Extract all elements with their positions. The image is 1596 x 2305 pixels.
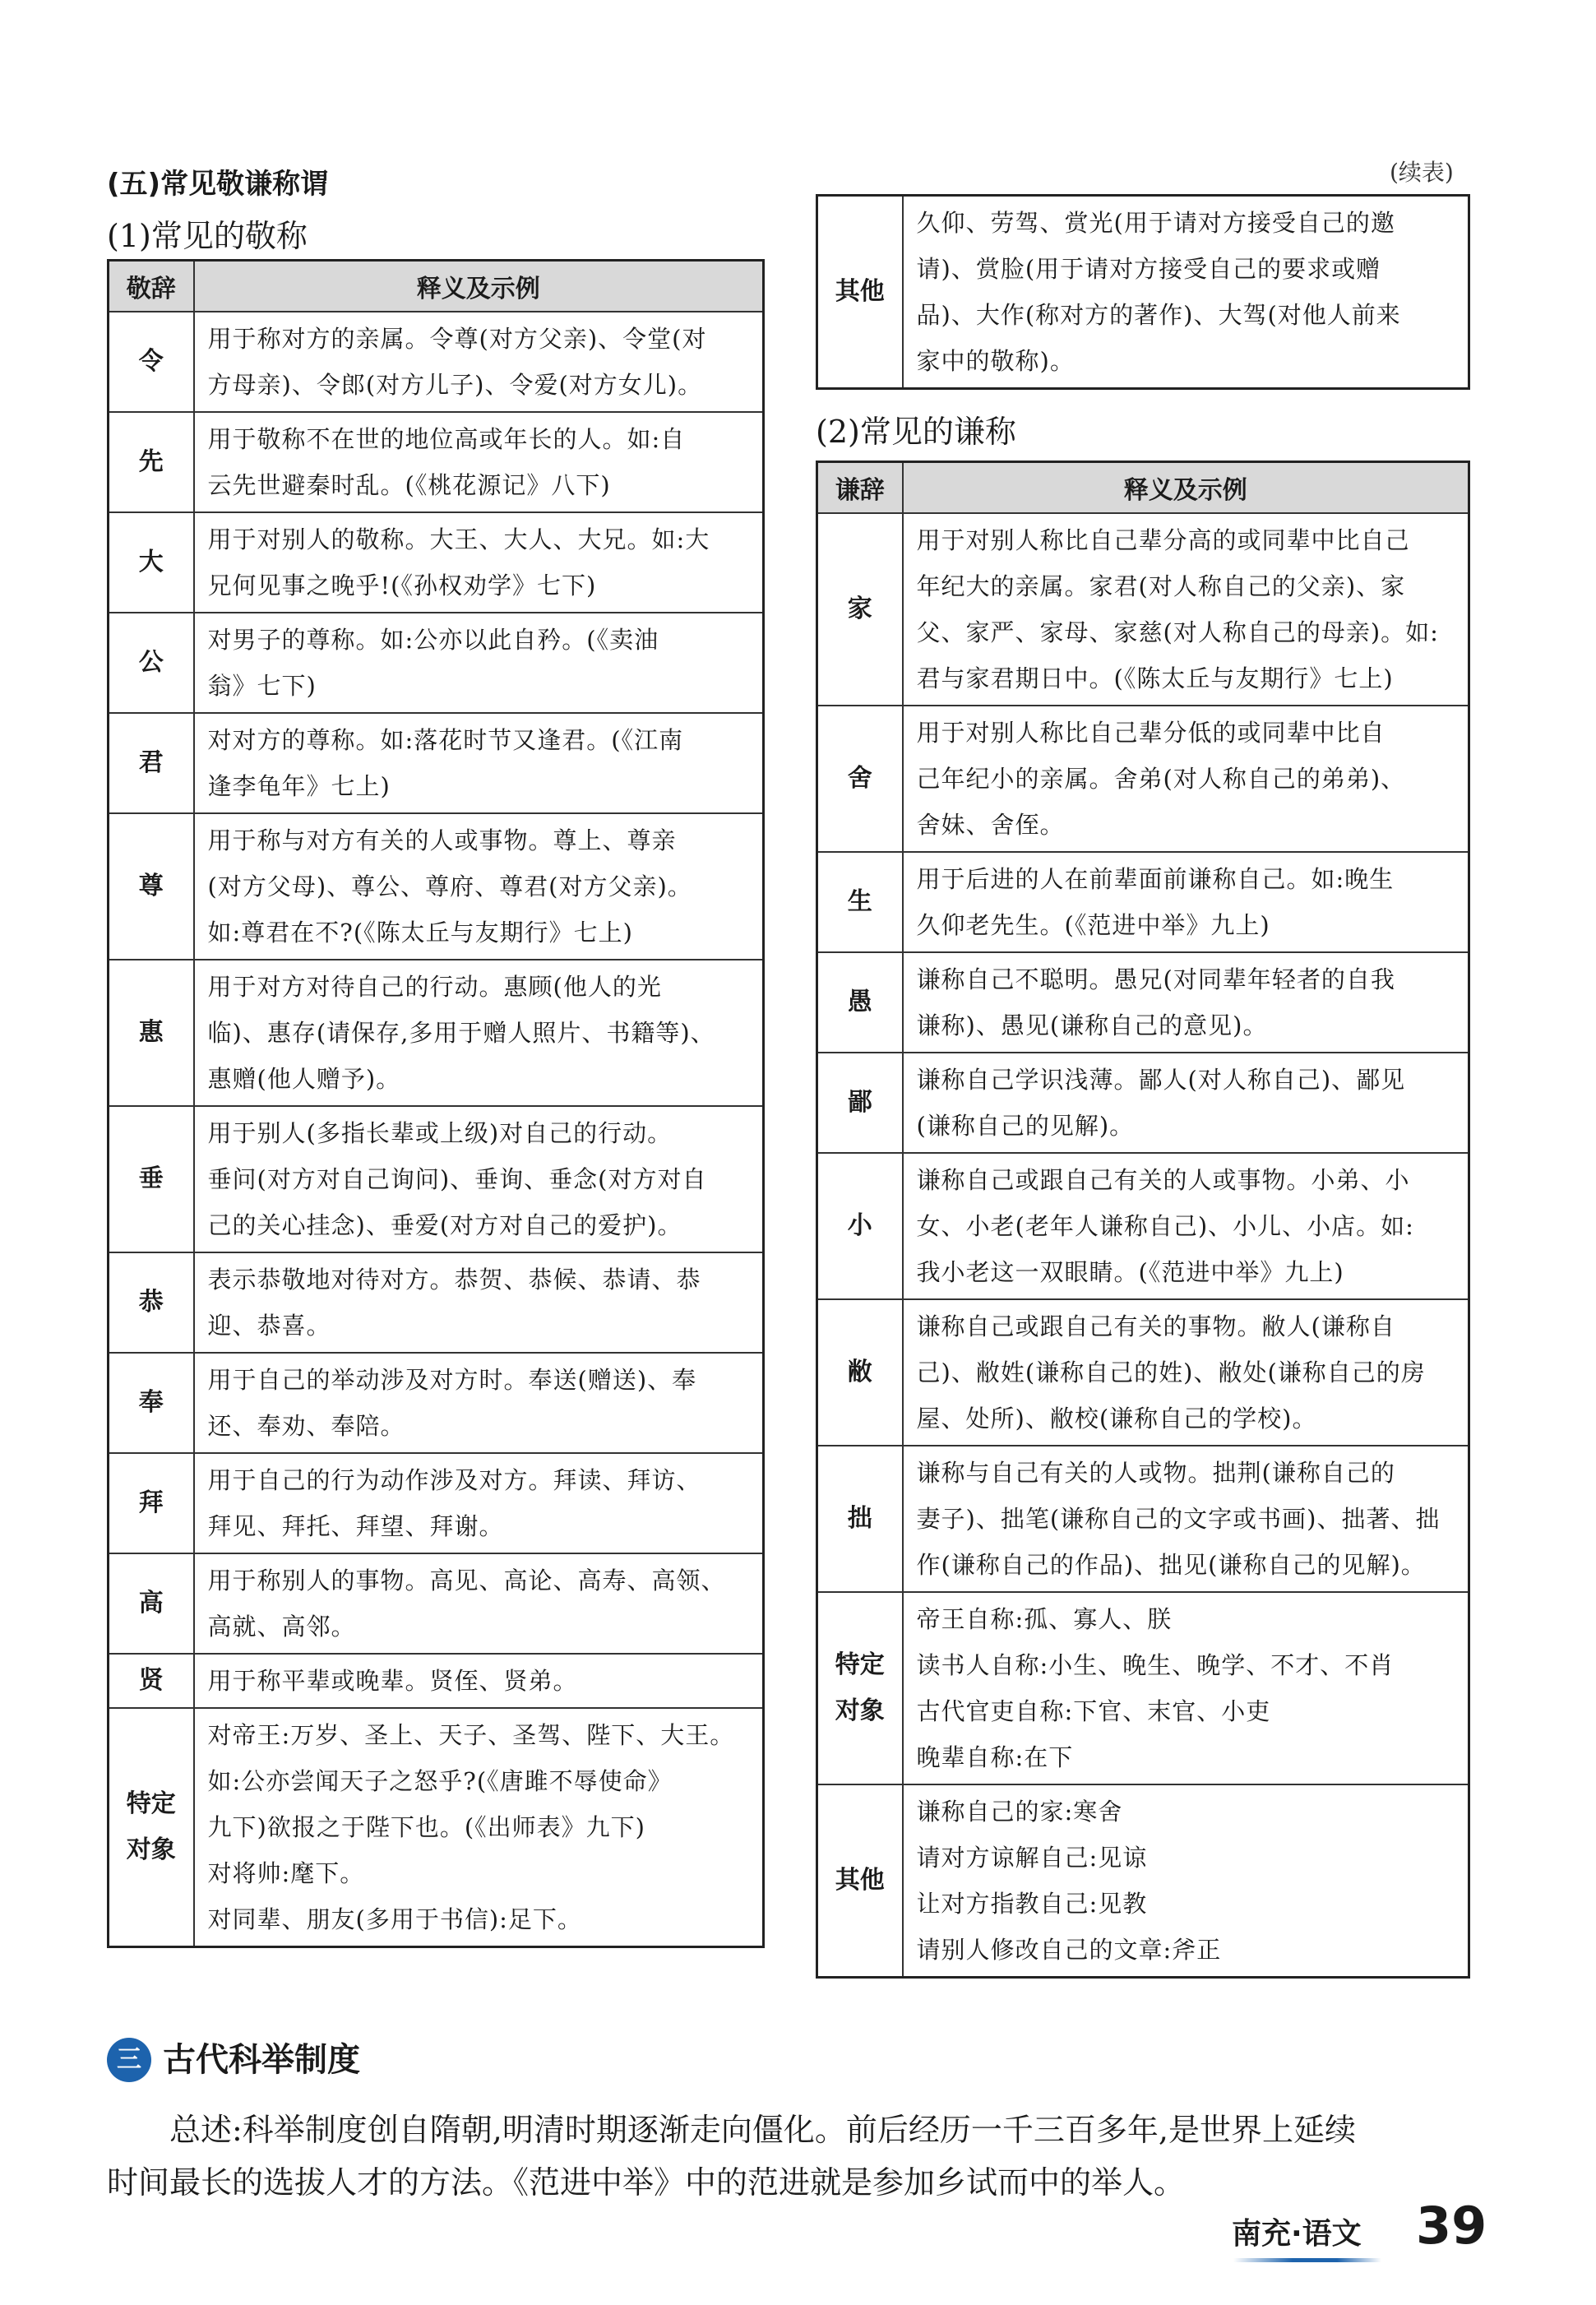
explanation-line: 迎、恭喜。: [207, 1312, 331, 1340]
explanation-line: 对帝王:万岁、圣上、天子、圣驾、陛下、大王。: [207, 1721, 735, 1749]
column-header-term: 敬辞: [109, 261, 194, 312]
explanation-line: 对将帅:麾下。: [207, 1859, 365, 1887]
table-row: [109, 1252, 764, 1353]
table-row: [817, 1446, 1469, 1592]
column-header-term: 谦辞: [817, 462, 903, 514]
explanation-cell: [903, 706, 1469, 852]
explanation-cell: [194, 312, 764, 412]
explanation-line: 晚辈自称:在下: [916, 1743, 1074, 1771]
explanation-line: 读书人自称:小生、晚生、晚学、不才、不肖: [916, 1651, 1395, 1679]
paragraph-line: 总述:科举制度创自隋朝,明清时期逐渐走向僵化。前后经历一千三百多年,是世界上延续: [169, 2112, 1356, 2148]
explanation-line: 如:公亦尝闻天子之怒乎?(《唐雎不辱使命》: [207, 1767, 673, 1795]
page-number: 39: [1416, 2196, 1487, 2256]
explanation-line: 请对方谅解自己:见谅: [916, 1844, 1148, 1872]
explanation-cell: [903, 1053, 1469, 1153]
explanation-line: 久仰老先生。(《范进中举》九上): [916, 911, 1270, 939]
explanation-line: 用于自己的举动涉及对方时。奉送(赠送)、奉: [207, 1366, 697, 1394]
term-cell: 其他: [817, 1784, 903, 1978]
explanation-cell: [194, 1453, 764, 1553]
term-cell: 舍: [817, 706, 903, 852]
explanation-line: 用于对方对待自己的行动。惠顾(他人的光: [207, 973, 662, 1001]
explanation-line: 如:尊君在不?(《陈太丘与友期行》七上): [207, 919, 633, 947]
table-row: [817, 1153, 1469, 1299]
explanation-line: 云先世避秦时乱。(《桃花源记》八下): [207, 471, 611, 499]
table-row: [109, 412, 764, 512]
table-row: [817, 952, 1469, 1053]
table-row: [109, 512, 764, 613]
term-line: 对象: [835, 1696, 885, 1725]
explanation-line: 己)、敝姓(谦称自己的姓)、敝处(谦称自己的房: [916, 1358, 1426, 1386]
explanation-cell: [903, 513, 1469, 706]
explanation-line: 作(谦称自己的作品)、拙见(谦称自己的见解)。: [916, 1551, 1426, 1579]
explanation-cell: [903, 1592, 1469, 1784]
explanation-line: 九下)欲报之于陛下也。(《出师表》九下): [207, 1813, 645, 1841]
explanation-line: 高就、高邻。: [207, 1613, 356, 1641]
table-row: [109, 1708, 764, 1947]
section-title: (五)常见敬谦称谓: [107, 168, 329, 201]
term-cell: 恭: [109, 1252, 194, 1353]
table-row: [109, 813, 764, 960]
term-cell: 愚: [817, 952, 903, 1053]
explanation-line: 用于后进的人在前辈面前谦称自己。如:晚生: [916, 865, 1395, 893]
explanation-line: 谦称)、愚见(谦称自己的意见)。: [916, 1011, 1268, 1039]
explanation-line: 父、家严、家母、家慈(对人称自己的母亲)。如:: [916, 618, 1439, 646]
column-header-explanation: 释义及示例: [194, 261, 764, 312]
term-cell: 垂: [109, 1106, 194, 1252]
explanation-line: 屋、处所)、敝校(谦称自己的学校)。: [916, 1405, 1317, 1433]
term-cell: 公: [109, 613, 194, 713]
term-cell: 敝: [817, 1299, 903, 1446]
table-row: [109, 1453, 764, 1553]
section-heading: 古代科举制度: [163, 2041, 360, 2079]
term-cell: 小: [817, 1153, 903, 1299]
explanation-line: 临)、惠存(请保存,多用于赠人照片、书籍等)、: [207, 1019, 715, 1047]
term-cell: 惠: [109, 960, 194, 1106]
explanation-line: 用于敬称不在世的地位高或年长的人。如:自: [207, 425, 686, 453]
explanation-line: 用于对别人称比自己辈分高的或同辈中比自己: [916, 526, 1410, 554]
explanation-line: 帝王自称:孤、寡人、朕: [916, 1605, 1173, 1633]
explanation-line: (谦称自己的见解)。: [916, 1112, 1135, 1140]
term-cell: 先: [109, 412, 194, 512]
humble-subtitle: (2)常见的谦称: [816, 414, 1016, 450]
explanation-line: 让对方指教自己:见教: [916, 1890, 1148, 1918]
term-cell: [817, 1592, 903, 1784]
term-cell: 大: [109, 512, 194, 613]
explanation-line: 我小老这一双眼睛。(《范进中举》九上): [916, 1258, 1344, 1286]
table-row: [109, 613, 764, 713]
explanation-cell: [903, 196, 1469, 389]
explanation-cell: [194, 512, 764, 613]
humble-table: [816, 461, 1470, 1979]
explanation-line: 表示恭敬地对待对方。恭贺、恭候、恭请、恭: [207, 1266, 701, 1294]
explanation-cell: [903, 1446, 1469, 1592]
explanation-cell: [194, 1353, 764, 1453]
explanation-line: 君与家君期日中。(《陈太丘与友期行》七上): [916, 664, 1394, 692]
explanation-line: 己的关心挂念)、垂爱(对方对自己的爱护)。: [207, 1211, 682, 1239]
explanation-line: 家中的敬称)。: [916, 347, 1075, 375]
explanation-cell: [194, 960, 764, 1106]
explanation-line: 谦称自己学识浅薄。鄙人(对人称自己)、鄙见: [916, 1066, 1406, 1094]
explanation-line: 惠赠(他人赠予)。: [207, 1065, 401, 1093]
explanation-line: 对对方的尊称。如:落花时节又逢君。(《江南: [207, 726, 684, 754]
explanation-line: 请别人修改自己的文章:斧正: [916, 1936, 1222, 1964]
explanation-line: 用于对别人的敬称。大王、大人、大兄。如:大: [207, 525, 710, 553]
explanation-line: 用于别人(多指长辈或上级)对自己的行动。: [207, 1119, 673, 1147]
honorific-table: [107, 259, 765, 1948]
explanation-line: 兄何见事之晚乎!(《孙权劝学》七下): [207, 572, 597, 599]
explanation-line: 用于称别人的事物。高见、高论、高寿、高领、: [207, 1567, 726, 1595]
explanation-cell: [903, 952, 1469, 1053]
table-row: [817, 1299, 1469, 1446]
explanation-line: 翁》七下): [207, 672, 317, 700]
explanation-cell: [903, 852, 1469, 952]
honorific-table-continued: [816, 194, 1470, 390]
explanation-cell: [194, 1654, 764, 1708]
explanation-cell: [194, 1553, 764, 1654]
explanation-line: 年纪大的亲属。家君(对人称自己的父亲)、家: [916, 572, 1406, 600]
explanation-cell: [194, 1708, 764, 1947]
term-cell: 高: [109, 1553, 194, 1654]
explanation-line: 方母亲)、令郎(对方儿子)、令爱(对方女儿)。: [207, 371, 703, 399]
explanation-line: 谦称自己的家:寒舍: [916, 1798, 1123, 1826]
term-cell: 其他: [817, 196, 903, 389]
table-row: [109, 1553, 764, 1654]
table-row: [109, 312, 764, 412]
table-row: [817, 852, 1469, 952]
explanation-line: 对同辈、朋友(多用于书信):足下。: [207, 1905, 582, 1933]
term-cell: 生: [817, 852, 903, 952]
term-cell: 尊: [109, 813, 194, 960]
explanation-line: 谦称自己不聪明。愚兄(对同辈年轻者的自我: [916, 965, 1395, 993]
explanation-line: 品)、大作(称对方的著作)、大驾(对他人前来: [916, 301, 1401, 329]
explanation-line: 对男子的尊称。如:公亦以此自矜。(《卖油: [207, 626, 659, 654]
table-row: [817, 513, 1469, 706]
term-cell: 君: [109, 713, 194, 813]
explanation-line: 用于称与对方有关的人或事物。尊上、尊亲: [207, 826, 677, 854]
explanation-line: 古代官吏自称:下官、末官、小吏: [916, 1697, 1271, 1725]
footer-label: 南充·语文: [1232, 2217, 1362, 2251]
explanation-line: 拜见、拜托、拜望、拜谢。: [207, 1512, 504, 1540]
explanation-line: (对方父母)、尊公、尊府、尊君(对方父亲)。: [207, 872, 692, 900]
table-row: [109, 960, 764, 1106]
table-row: [817, 196, 1469, 389]
explanation-line: 谦称自己或跟自己有关的人或事物。小弟、小: [916, 1166, 1410, 1194]
explanation-cell: [194, 613, 764, 713]
explanation-cell: [903, 1299, 1469, 1446]
explanation-cell: [194, 1252, 764, 1353]
explanation-line: 用于称平辈或晚辈。贤侄、贤弟。: [207, 1667, 578, 1695]
column-header-explanation: 释义及示例: [903, 462, 1469, 514]
table-row: [817, 1053, 1469, 1153]
table-row: [109, 1353, 764, 1453]
explanation-line: 用于自己的行为动作涉及对方。拜读、拜访、: [207, 1466, 701, 1494]
term-line: 特定: [835, 1650, 885, 1679]
explanation-cell: [194, 412, 764, 512]
table-row: [109, 713, 764, 813]
explanation-line: 逢李龟年》七上): [207, 772, 391, 800]
explanation-line: 谦称自己或跟自己有关的事物。敝人(谦称自: [916, 1312, 1395, 1340]
term-cell: 奉: [109, 1353, 194, 1453]
term-cell: [109, 1708, 194, 1947]
term-cell: 贤: [109, 1654, 194, 1708]
term-line: 特定: [126, 1789, 176, 1818]
explanation-line: 还、奉劝、奉陪。: [207, 1412, 405, 1440]
table-row: [109, 1106, 764, 1252]
term-cell: 令: [109, 312, 194, 412]
explanation-line: 谦称与自己有关的人或物。拙荆(谦称自己的: [916, 1459, 1395, 1487]
term-cell: 家: [817, 513, 903, 706]
honorific-subtitle: (1)常见的敬称: [107, 218, 308, 254]
term-cell: 拜: [109, 1453, 194, 1553]
explanation-cell: [194, 1106, 764, 1252]
explanation-line: 请)、赏脸(用于请对方接受自己的要求或赠: [916, 255, 1381, 283]
term-cell: 鄙: [817, 1053, 903, 1153]
paragraph-line: 时间最长的选拔人才的方法。《范进中举》中的范进就是参加乡试而中的举人。: [107, 2164, 1186, 2201]
table-row: [817, 1784, 1469, 1978]
table-row: [817, 1592, 1469, 1784]
explanation-cell: [194, 813, 764, 960]
explanation-line: 己年纪小的亲属。舍弟(对人称自己的弟弟)、: [916, 765, 1406, 793]
explanation-cell: [903, 1784, 1469, 1978]
continued-label: (续表): [1390, 159, 1454, 186]
explanation-cell: [194, 713, 764, 813]
explanation-line: 用于对别人称比自己辈分低的或同辈中比自: [916, 719, 1386, 747]
table-row: [817, 706, 1469, 852]
footer-underline: [1233, 2258, 1381, 2262]
explanation-line: 妻子)、拙笔(谦称自己的文字或书画)、拙著、拙: [916, 1505, 1441, 1533]
explanation-line: 舍妹、舍侄。: [916, 811, 1065, 839]
explanation-line: 久仰、劳驾、赏光(用于请对方接受自己的邀: [916, 209, 1395, 237]
term-cell: 拙: [817, 1446, 903, 1592]
section-badge: 三: [107, 2038, 151, 2082]
term-line: 对象: [126, 1835, 176, 1864]
explanation-line: 垂问(对方对自己询问)、垂询、垂念(对方对自: [207, 1165, 707, 1193]
explanation-line: 女、小老(老年人谦称自己)、小儿、小店。如:: [916, 1212, 1414, 1240]
explanation-line: 用于称对方的亲属。令尊(对方父亲)、令堂(对: [207, 325, 707, 353]
explanation-cell: [903, 1153, 1469, 1299]
table-row: [109, 1654, 764, 1708]
